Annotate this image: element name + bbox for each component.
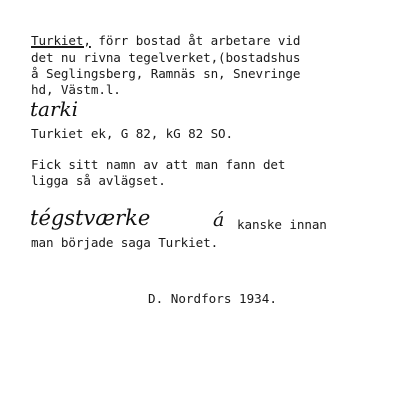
- entry-line-2: det nu rivna tegelverket,(bostadshus: [31, 50, 301, 65]
- handwritten-word: tégstværke: [30, 206, 151, 230]
- entry-line-7: ligga så avlägset.: [31, 173, 166, 188]
- entry-line-6: Fick sitt namn av att man fann det: [31, 157, 286, 172]
- entry-line-1: [31, 34, 300, 48]
- entry-line-9: man började saga Turkiet.: [31, 235, 219, 250]
- line-1-rest: förr bostad åt arbetare vid: [90, 33, 301, 48]
- entry-line-8-rest: kanske innan: [237, 217, 327, 232]
- entry-line-3: å Seglingsberg, Ramnäs sn, Snevringe: [31, 66, 301, 81]
- signature: D. Nordfors 1934.: [148, 291, 277, 306]
- handwritten-mark: á: [213, 209, 225, 231]
- headword: Turkiet,: [31, 33, 91, 48]
- handwritten-pronunciation: tarki: [30, 97, 79, 121]
- entry-line-4: hd, Västm.l.: [31, 82, 121, 97]
- entry-line-5: Turkiet ek, G 82, kG 82 SO.: [31, 126, 234, 141]
